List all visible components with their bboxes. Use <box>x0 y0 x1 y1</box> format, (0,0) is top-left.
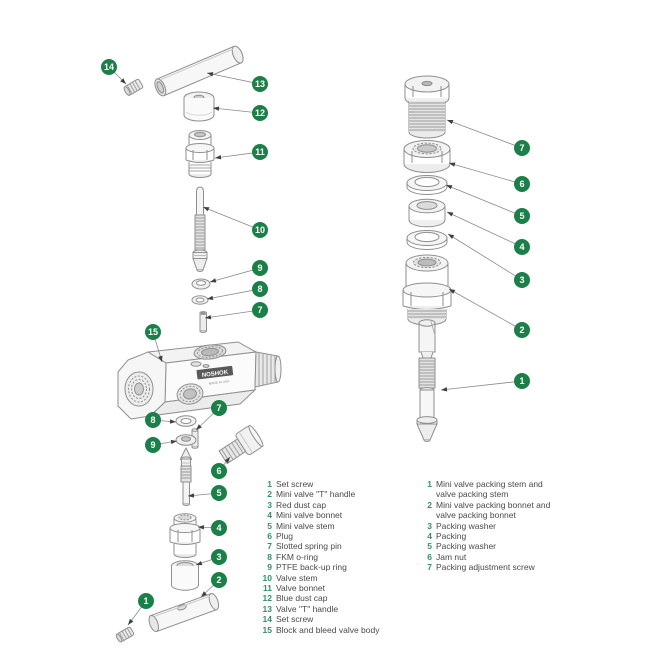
parts-list-item <box>258 552 408 562</box>
blue-dust-cap-drawing <box>184 92 214 121</box>
svg-text:10: 10 <box>254 225 266 236</box>
callout-r6 <box>514 176 530 192</box>
part-number: 4 <box>427 531 432 542</box>
part-number: 4 <box>267 510 272 521</box>
svg-text:5: 5 <box>216 488 222 499</box>
part-label: PTFE back-up ring <box>276 562 347 573</box>
part-label: Mini valve packing stem and valve packing stem <box>436 479 543 500</box>
mini-t-handle-drawing <box>147 592 220 633</box>
svg-text:1: 1 <box>143 596 149 607</box>
parts-list-item <box>258 625 408 635</box>
brand-logo-text: NOSHOK <box>201 369 229 379</box>
packing-washer-lower-drawing <box>407 231 447 250</box>
callout-r4 <box>514 239 530 255</box>
ptfe-backup-ring-drawing <box>192 279 210 289</box>
leader-line <box>446 185 522 216</box>
parts-list-item <box>258 573 408 583</box>
parts-list-item <box>420 521 560 531</box>
arrowhead <box>215 155 221 159</box>
leader-line <box>447 120 522 148</box>
svg-text:15: 15 <box>147 327 159 338</box>
callout-9b <box>145 437 161 453</box>
leader-line <box>449 163 522 184</box>
svg-text:9: 9 <box>257 263 263 274</box>
callout-14 <box>101 59 117 75</box>
callout-r5 <box>514 208 530 224</box>
parts-list-item <box>258 614 408 624</box>
part-label: Set screw <box>276 614 314 625</box>
callout-r7 <box>514 140 530 156</box>
mini-valve-bonnet-drawing <box>170 514 200 558</box>
part-number: 7 <box>267 541 272 552</box>
packing-adjustment-screw-drawing <box>405 76 449 138</box>
svg-text:2: 2 <box>519 325 525 336</box>
callout-r3 <box>514 272 530 288</box>
callout-r2 <box>514 322 530 338</box>
parts-list-item <box>420 500 560 521</box>
parts-list-item <box>258 583 408 593</box>
svg-text:8: 8 <box>257 284 263 295</box>
callout-3 <box>211 549 227 565</box>
parts-list-item <box>258 541 408 551</box>
leader-line <box>448 234 525 280</box>
part-number: 12 <box>262 593 272 604</box>
packing-washer-upper-drawing <box>407 176 447 195</box>
part-label: Mini valve packing bonnet and valve packing bonnet <box>436 499 551 521</box>
parts-list-item <box>258 593 408 603</box>
spring-pin-drawing <box>200 312 207 333</box>
part-number: 10 <box>262 572 272 583</box>
plug-drawing <box>216 424 264 468</box>
part-number: 2 <box>267 489 272 500</box>
part-number: 1 <box>267 479 272 489</box>
parts-list-item <box>258 562 408 572</box>
parts-list-item <box>258 489 408 499</box>
callout-5 <box>211 485 227 501</box>
part-label: Packing <box>436 531 467 542</box>
parts-list-item <box>258 531 408 541</box>
part-number: 5 <box>267 520 272 531</box>
callout-1 <box>138 593 154 609</box>
valve-bonnet-drawing <box>186 131 214 178</box>
made-in-text: MADE IN USA <box>208 379 230 386</box>
callout-12 <box>252 105 268 121</box>
parts-list-left <box>258 479 408 635</box>
part-label: Valve stem <box>276 572 318 583</box>
svg-text:7: 7 <box>257 305 263 316</box>
ptfe-ring-lower-drawing <box>176 435 196 446</box>
part-label: Packing washer <box>436 520 497 531</box>
parts-list-item <box>420 562 560 572</box>
fkm-oring-lower-drawing <box>176 416 196 427</box>
svg-text:9: 9 <box>150 440 156 451</box>
svg-text:4: 4 <box>519 242 525 253</box>
leader-line <box>205 310 260 318</box>
leader-line <box>207 289 260 299</box>
part-number: 6 <box>267 531 272 542</box>
part-label: Packing washer <box>436 541 497 552</box>
svg-text:3: 3 <box>519 275 525 286</box>
part-number: 8 <box>267 551 272 562</box>
callout-11 <box>252 144 268 160</box>
part-label: Jam nut <box>436 551 467 562</box>
callout-8 <box>252 281 268 297</box>
part-label: Red dust cap <box>276 499 327 510</box>
callout-9 <box>252 260 268 276</box>
fkm-oring-drawing <box>192 296 208 304</box>
arrowhead <box>128 619 133 625</box>
svg-text:11: 11 <box>255 147 265 158</box>
part-number: 11 <box>263 583 272 594</box>
callout-2 <box>211 572 227 588</box>
arrowhead <box>170 419 176 423</box>
parts-list-item <box>258 510 408 520</box>
part-label: Mini valve bonnet <box>276 510 343 521</box>
part-number: 14 <box>262 614 272 625</box>
part-number: 3 <box>427 520 432 531</box>
svg-text:8: 8 <box>150 415 156 426</box>
part-label: Valve bonnet <box>276 583 325 594</box>
part-number: 15 <box>262 624 272 635</box>
part-number: 2 <box>427 499 432 510</box>
part-number: 3 <box>267 499 272 510</box>
parts-list-item <box>258 521 408 531</box>
jam-nut-drawing <box>404 141 450 173</box>
svg-text:6: 6 <box>519 179 525 190</box>
parts-list-item <box>258 479 408 489</box>
svg-text:1: 1 <box>519 376 525 387</box>
left-assembly <box>115 45 281 643</box>
arrowhead <box>447 212 453 217</box>
packing-bonnet-drawing <box>403 255 451 325</box>
part-label: Mini valve "T" handle <box>276 489 356 500</box>
parts-list-item <box>258 604 408 614</box>
svg-text:14: 14 <box>103 62 115 73</box>
callout-13 <box>252 76 268 92</box>
callout-10 <box>252 222 268 238</box>
parts-list-item <box>420 479 560 500</box>
callout-7b <box>211 400 227 416</box>
part-number: 1 <box>427 479 432 489</box>
mini-valve-stem-drawing <box>181 448 192 505</box>
valve-body-drawing <box>118 342 281 419</box>
parts-list-item <box>420 541 560 551</box>
part-label: Block and bleed valve body <box>276 624 380 635</box>
arrowhead <box>441 387 447 391</box>
svg-text:7: 7 <box>519 143 525 154</box>
red-dust-cap-drawing <box>172 561 199 590</box>
leader-line <box>447 211 525 247</box>
part-number: 9 <box>267 562 272 573</box>
part-label: Slotted spring pin <box>276 541 342 552</box>
part-label: Packing adjustment screw <box>436 562 535 573</box>
callout-8b <box>145 412 161 428</box>
callout-6 <box>211 463 227 479</box>
callout-r1 <box>514 373 530 389</box>
svg-text:2: 2 <box>216 575 222 586</box>
set-screw-bottom-drawing <box>115 627 134 643</box>
arrowhead <box>447 120 453 124</box>
leader-line <box>449 289 522 330</box>
set-screw-top-drawing <box>123 79 144 97</box>
svg-text:13: 13 <box>254 79 266 90</box>
svg-text:7: 7 <box>216 403 222 414</box>
svg-text:3: 3 <box>216 552 222 563</box>
right-assembly <box>403 76 451 441</box>
svg-text:12: 12 <box>254 108 266 119</box>
part-label: FKM o-ring <box>276 551 319 562</box>
parts-list-item <box>258 500 408 510</box>
arrowhead <box>448 234 454 239</box>
part-number: 6 <box>427 551 432 562</box>
leader-line <box>207 73 260 84</box>
part-number: 13 <box>262 603 272 614</box>
arrowhead <box>210 278 216 282</box>
leader-line <box>441 381 522 390</box>
packing-stem-drawing <box>417 320 437 442</box>
part-label: Blue dust cap <box>276 593 328 604</box>
svg-text:5: 5 <box>519 211 525 222</box>
valve-stem-drawing <box>193 187 207 271</box>
callout-4 <box>211 520 227 536</box>
valve-t-handle-drawing <box>153 45 246 98</box>
part-number: 7 <box>427 562 432 573</box>
part-label: Mini valve stem <box>276 520 335 531</box>
part-label: Valve "T" handle <box>276 603 339 614</box>
part-label: Set screw <box>276 479 314 489</box>
callout-7 <box>252 302 268 318</box>
packing-drawing <box>409 199 445 227</box>
callout-15 <box>145 324 161 340</box>
parts-list-item <box>420 531 560 541</box>
part-label: Plug <box>276 531 294 542</box>
part-number: 5 <box>427 541 432 552</box>
parts-list-item <box>420 552 560 562</box>
svg-text:6: 6 <box>216 466 222 477</box>
leader-line <box>203 207 260 230</box>
svg-text:4: 4 <box>216 523 222 534</box>
parts-list-right <box>420 479 560 573</box>
